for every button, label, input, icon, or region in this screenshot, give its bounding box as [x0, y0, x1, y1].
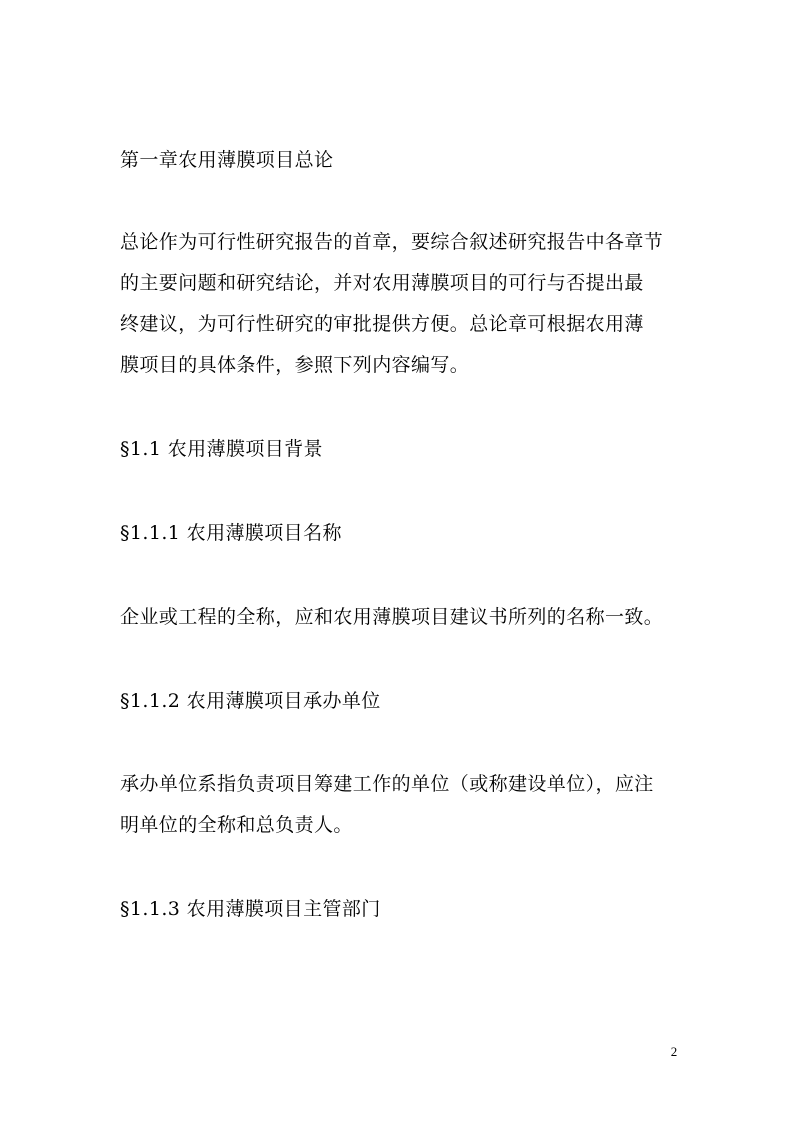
section-heading-1-1-1: §1.1.1 农用薄膜项目名称 [120, 522, 342, 544]
intro-line-3: 终建议，为可行性研究的审批提供方便。总论章可根据农用薄 [120, 313, 644, 335]
intro-line-1: 总论作为可行性研究报告的首章，要综合叙述研究报告中各章节 [120, 231, 664, 253]
section-1-1-2-line-1: 承办单位系指负责项目筹建工作的单位（或称建设单位），应注 [120, 773, 654, 795]
section-heading-1-1: §1.1 农用薄膜项目背景 [120, 438, 323, 460]
intro-line-2: 的主要问题和研究结论，并对农用薄膜项目的可行与否提出最 [120, 272, 644, 294]
section-1-1-2-line-2: 明单位的全称和总负责人。 [120, 814, 353, 836]
section-heading-1-1-2: §1.1.2 农用薄膜项目承办单位 [120, 690, 381, 712]
section-heading-1-1-3: §1.1.3 农用薄膜项目主管部门 [120, 898, 381, 920]
chapter-title: 第一章农用薄膜项目总论 [120, 149, 334, 171]
intro-line-4: 膜项目的具体条件，参照下列内容编写。 [120, 354, 470, 376]
page-number: 2 [670, 1044, 678, 1059]
section-1-1-1-text: 企业或工程的全称，应和农用薄膜项目建议书所列的名称一致。 [120, 606, 664, 628]
